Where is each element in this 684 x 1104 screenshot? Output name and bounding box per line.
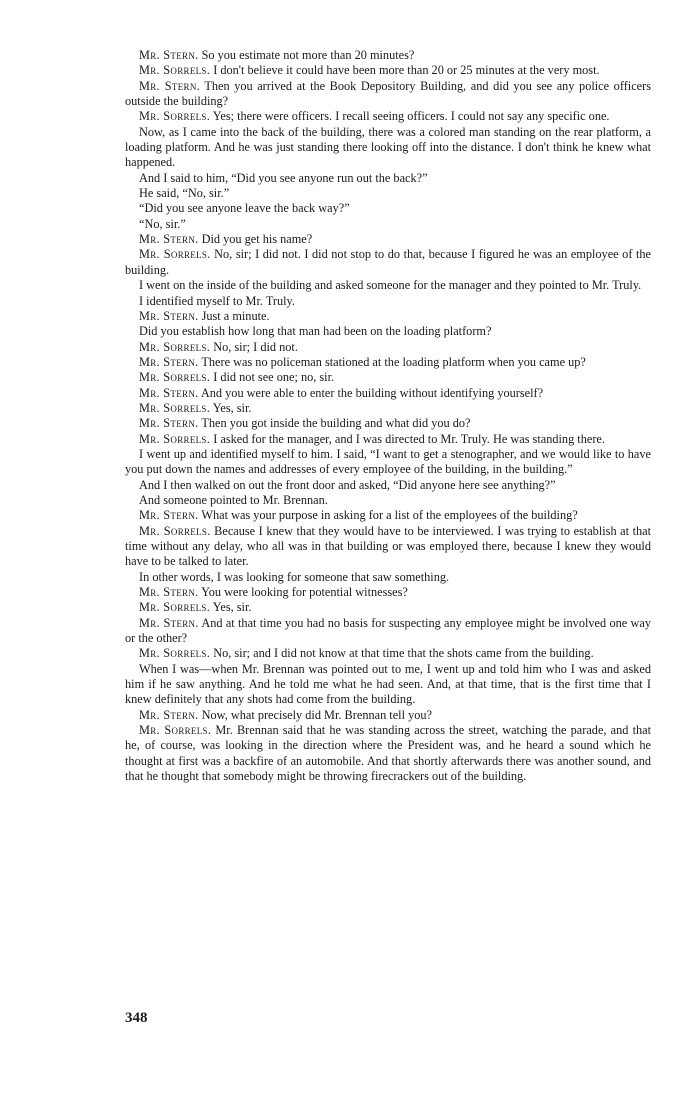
testimony-paragraph	[125, 278, 651, 293]
testimony-paragraph	[125, 646, 651, 661]
testimony-paragraph	[125, 432, 651, 447]
paragraph-text: I did not see one; no, sir.	[213, 370, 335, 385]
speaker-label: Mr. Stern.	[139, 308, 199, 323]
testimony-paragraph	[125, 723, 651, 784]
paragraph-text: And you were able to enter the building without identifying yourself?	[200, 385, 544, 400]
testimony-paragraph	[125, 247, 651, 278]
paragraph-text: And I then walked on out the front door and asked, “Did anyone here see anything?”	[139, 477, 556, 492]
speaker-label: Mr. Sorrels.	[139, 646, 211, 661]
paragraph-text: So you estimate not more than 20 minutes?	[201, 48, 415, 62]
speaker-label: Mr. Sorrels.	[139, 600, 211, 615]
speaker-label: Mr. Sorrels.	[139, 247, 211, 262]
testimony-paragraph	[125, 600, 651, 615]
paragraph-text: Now, what precisely did Mr. Brennan tell you?	[201, 707, 432, 722]
paragraph-text: “No, sir.”	[139, 216, 186, 231]
paragraph-text: Then you arrived at the Book Depository Building, and did you see any police officers outside the building?	[125, 78, 651, 109]
speaker-label: Mr. Stern.	[139, 416, 199, 431]
speaker-label: Mr. Sorrels.	[139, 431, 211, 446]
speaker-label: Mr. Sorrels.	[139, 370, 211, 385]
paragraph-text: Mr. Brennan said that he was standing across the street, watching the parade, and that he, of course, was looking in the direction where the President was, and he heard a sound which he thought at first was a backfire of an automobile. And that shortly afterwards there was another sound, and that he thought that somebody might be throwing firecrackers out of the building.	[125, 723, 652, 784]
speaker-label: Mr. Stern.	[139, 707, 199, 722]
testimony-paragraph	[125, 493, 651, 508]
paragraph-text: Because I knew that they would have to be interviewed. I was trying to establish at that time without any delay, who all was in that building or was employed there, because I knew they would have to be talked to later.	[125, 523, 652, 569]
paragraph-text: And I said to him, “Did you see anyone run out the back?”	[139, 170, 428, 185]
paragraph-text: Now, as I came into the back of the building, there was a colored man standing on the rear platform, a loading platform. And he was just standing there looking off into the distance. I don't think he knew what happened.	[125, 124, 651, 170]
paragraph-text: And someone pointed to Mr. Brennan.	[139, 492, 328, 507]
testimony-paragraph	[125, 48, 651, 63]
paragraph-text: When I was—when Mr. Brennan was pointed out to me, I went up and told him who I was and asked him if he saw anything. And he told me what he had seen. And, at that time, that is the first time that I knew definitely that any shots had come from the building.	[125, 661, 651, 707]
testimony-paragraph	[125, 416, 651, 431]
testimony-paragraph	[125, 186, 651, 201]
paragraph-text: I asked for the manager, and I was directed to Mr. Truly. He was standing there.	[213, 431, 605, 446]
paragraph-text: I don't believe it could have been more than 20 or 25 minutes at the very most.	[213, 63, 600, 78]
testimony-paragraph	[125, 386, 651, 401]
speaker-label: Mr. Stern.	[139, 232, 199, 247]
testimony-paragraph	[125, 79, 651, 110]
speaker-label: Mr. Stern.	[139, 508, 199, 523]
testimony-paragraph	[125, 524, 651, 570]
speaker-label: Mr. Sorrels.	[139, 523, 211, 538]
testimony-paragraph	[125, 294, 651, 309]
testimony-paragraph	[125, 109, 651, 124]
paragraph-text: In other words, I was looking for someone that saw something.	[139, 569, 450, 584]
paragraph-text: Yes, sir.	[212, 600, 252, 615]
paragraph-text: Just a minute.	[201, 308, 270, 323]
speaker-label: Mr. Sorrels.	[139, 109, 211, 124]
paragraph-text: Then you got inside the building and what did you do?	[201, 416, 471, 431]
testimony-paragraph	[125, 171, 651, 186]
paragraph-text: And at that time you had no basis for suspecting any employee might be involved one way or the other?	[125, 615, 651, 646]
paragraph-text: No, sir; I did not.	[213, 339, 298, 354]
paragraph-text: What was your purpose in asking for a list of the employees of the building?	[201, 508, 578, 523]
speaker-label: Mr. Stern.	[139, 354, 199, 369]
speaker-label: Mr. Sorrels.	[139, 723, 212, 738]
paragraph-text: No, sir; I did not. I did not stop to do that, because I figured he was an employee of the building.	[125, 247, 652, 277]
page-number: 348	[125, 1010, 148, 1026]
paragraph-text: You were looking for potential witnesses?	[201, 585, 408, 600]
paragraph-text: No, sir; and I did not know at that time that the shots came from the building.	[213, 646, 594, 661]
testimony-paragraph	[125, 324, 651, 339]
testimony-paragraph	[125, 616, 651, 647]
speaker-label: Mr. Sorrels.	[139, 63, 211, 78]
paragraph-text: “Did you see anyone leave the back way?”	[139, 201, 350, 216]
paragraph-text: Did you establish how long that man had been on the loading platform?	[139, 324, 492, 339]
testimony-paragraph	[125, 232, 651, 247]
testimony-paragraph	[125, 662, 651, 708]
paragraph-text: Yes, sir.	[212, 400, 252, 415]
testimony-paragraph	[125, 217, 651, 232]
paragraph-text: There was no policeman stationed at the loading platform when you came up?	[201, 354, 586, 369]
speaker-label: Mr. Stern.	[139, 385, 199, 400]
paragraph-text: I went on the inside of the building and asked someone for the manager and they pointed to Mr. Truly.	[139, 278, 642, 293]
testimony-paragraph	[125, 478, 651, 493]
testimony-paragraph	[125, 309, 651, 324]
testimony-paragraph	[125, 340, 651, 355]
paragraph-text: I went up and identified myself to him. I said, “I want to get a stenographer, and we would like to have you put down the names and addresses of every employee of the building, in the building.”	[125, 446, 651, 477]
testimony-paragraph	[125, 570, 651, 585]
testimony-body	[125, 48, 651, 785]
testimony-paragraph	[125, 585, 651, 600]
testimony-paragraph	[125, 508, 651, 523]
testimony-paragraph	[125, 708, 651, 723]
speaker-label: Mr. Stern.	[139, 615, 199, 630]
speaker-label: Mr. Stern.	[139, 48, 199, 62]
testimony-paragraph	[125, 355, 651, 370]
paragraph-text: I identified myself to Mr. Truly.	[139, 293, 295, 308]
speaker-label: Mr. Sorrels.	[139, 339, 211, 354]
testimony-paragraph	[125, 201, 651, 216]
testimony-paragraph	[125, 63, 651, 78]
paragraph-text: He said, “No, sir.”	[139, 186, 230, 201]
speaker-label: Mr. Stern.	[139, 78, 200, 93]
speaker-label: Mr. Sorrels.	[139, 400, 211, 415]
testimony-paragraph	[125, 401, 651, 416]
paragraph-text: Yes; there were officers. I recall seeing officers. I could not say any specific one.	[212, 109, 610, 124]
paragraph-text: Did you get his name?	[201, 232, 313, 247]
speaker-label: Mr. Stern.	[139, 585, 199, 600]
testimony-paragraph	[125, 125, 651, 171]
testimony-paragraph	[125, 370, 651, 385]
testimony-paragraph	[125, 447, 651, 478]
